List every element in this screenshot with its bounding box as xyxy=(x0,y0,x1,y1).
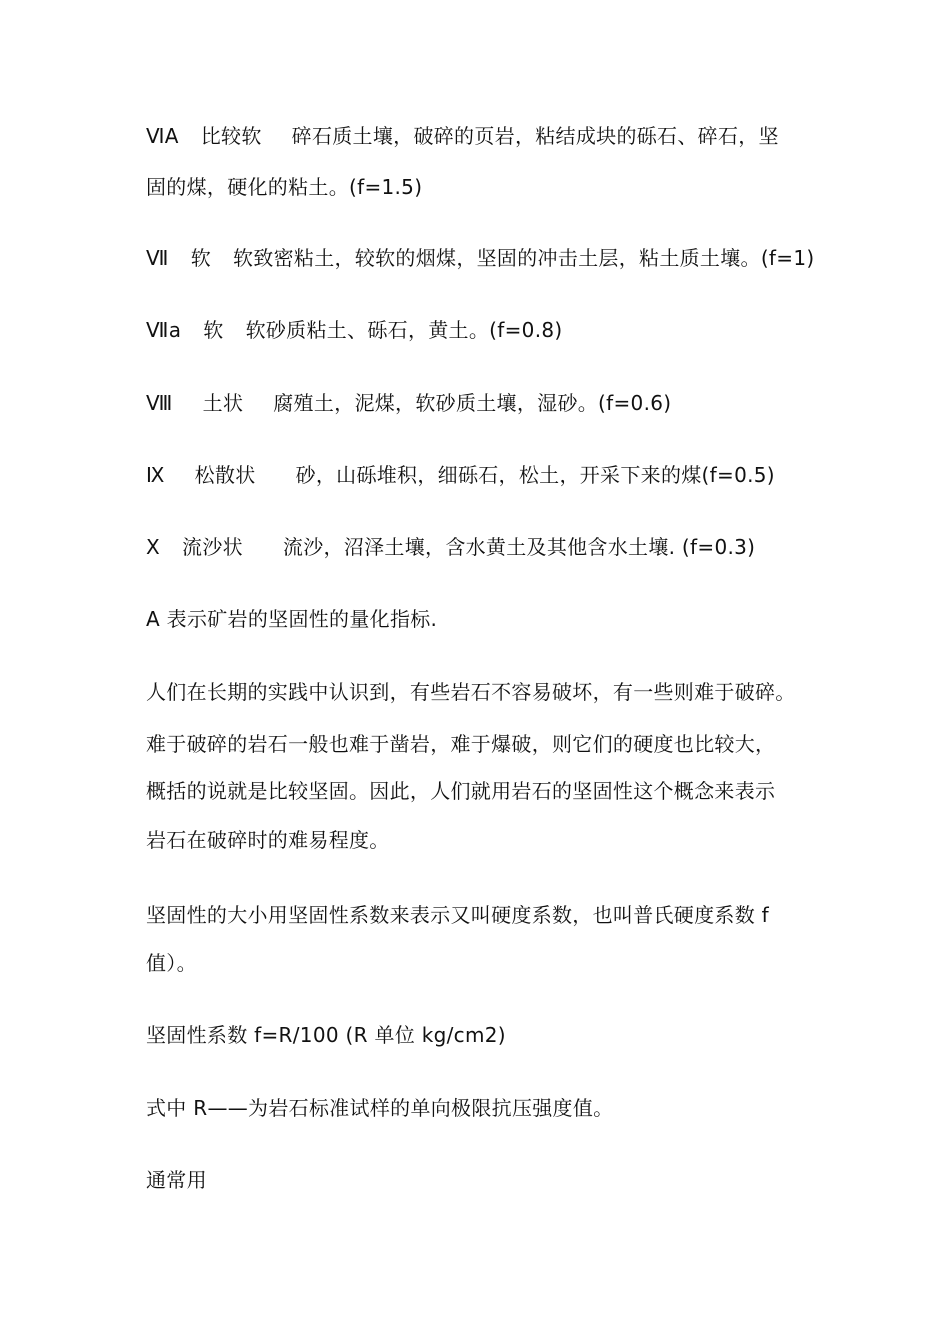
row-ix xyxy=(146,462,775,488)
row-grade: Ⅸ xyxy=(146,463,165,487)
row-desc: 砂，山砾堆积，细砾石，松土，开采下来的煤(f=0.5) xyxy=(295,463,775,487)
row-desc: 软砂质粘土、砾石，黄土。(f=0.8) xyxy=(245,318,563,342)
row-kind: 流沙状 xyxy=(182,535,243,559)
row-vii xyxy=(146,245,814,271)
row-kind: 松散状 xyxy=(194,463,256,487)
row-kind: 软 xyxy=(190,246,212,270)
row-grade: Ⅷ xyxy=(146,391,173,415)
row-viii xyxy=(146,390,671,416)
row-desc: 流沙，沼泽土壤，含水黄土及其他含水土壤. (f=0.3) xyxy=(282,535,756,559)
formula-explanation: 式中 R——为岩石标准试样的单向极限抗压强度值。 xyxy=(146,1096,614,1120)
paragraph-line: 坚固性的大小用坚固性系数来表示又叫硬度系数，也叫普氏硬度系数 f xyxy=(146,903,769,927)
row-grade: Ⅶa xyxy=(146,318,182,342)
paragraph-line: 值）。 xyxy=(146,951,197,975)
paragraph-line: 难于破碎的岩石一般也难于凿岩，难于爆破，则它们的硬度也比较大， xyxy=(146,732,776,756)
formula-line: 坚固性系数 f=R/100 (R 单位 kg/cm2) xyxy=(146,1023,506,1047)
paragraph-line: 人们在长期的实践中认识到，有些岩石不容易破坏，有一些则难于破碎。 xyxy=(146,680,796,704)
row-desc: 碎石质土壤，破碎的页岩，粘结成块的砾石、碎石，坚 xyxy=(291,124,779,148)
row-via-line2: 固的煤，硬化的粘土。(f=1.5) xyxy=(146,175,423,199)
row-x xyxy=(146,534,755,560)
paragraph-line: 概括的说就是比较坚固。因此，人们就用岩石的坚固性这个概念来表示 xyxy=(146,779,776,803)
row-kind: 土状 xyxy=(202,391,244,415)
row-grade: ⅥA xyxy=(146,124,179,148)
row-kind: 比较软 xyxy=(200,124,262,148)
paragraph-line: 通常用 xyxy=(146,1168,207,1192)
paragraph-line: 岩石在破碎时的难易程度。 xyxy=(146,828,390,852)
row-desc: 腐殖土，泥煤，软砂质土壤，湿砂。(f=0.6) xyxy=(273,391,672,415)
row-desc: 软致密粘土，较软的烟煤，坚固的冲击土层，粘土质土壤。(f=1) xyxy=(233,246,815,270)
row-via-line1 xyxy=(146,123,779,149)
row-grade: Ⅶ xyxy=(146,246,169,270)
row-viia xyxy=(146,317,562,343)
a-definition: A 表示矿岩的坚固性的量化指标. xyxy=(146,607,438,631)
row-kind: 软 xyxy=(203,318,224,342)
row-grade: Ⅹ xyxy=(146,535,161,559)
